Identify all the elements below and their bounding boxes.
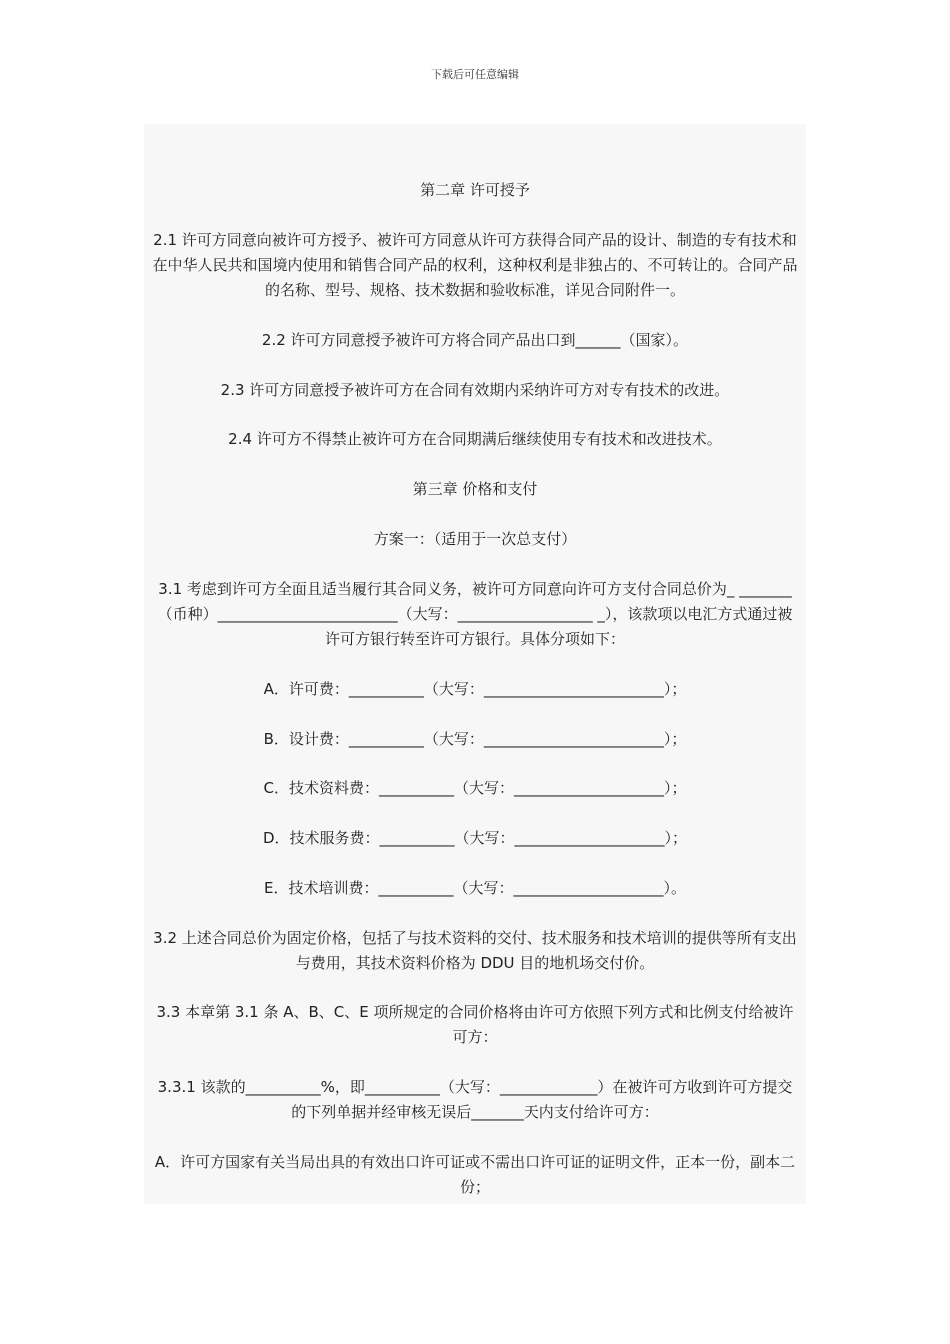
document-item-a: A．许可方国家有关当局出具的有效出口许可证或不需出口许可证的证明文件，正本一份，副本二份； [154,1153,796,1196]
page-header: 下载后可任意编辑 [431,68,519,81]
chapter-3-title: 第三章 价格和支付 [412,480,538,498]
fee-item-c: C．技术资料费：__________（大写：____________________）； [263,779,687,797]
fee-item-e: E．技术培训费：__________（大写：____________________）。 [264,879,686,897]
fee-item-b: B．设计费：__________（大写：________________________）； [263,730,687,748]
fee-item-d: D．技术服务费：__________（大写：____________________）； [262,829,688,847]
clause-2-2: 2.2 许可方同意授予被许可方将合同产品出口到______（国家）。 [261,331,689,349]
plan-one-heading: 方案一：（适用于一次总支付） [373,530,577,548]
clause-3-2: 3.2 上述合同总价为固定价格，包括了与技术资料的交付、技术服务和技术培训的提供等所有支出与费用，其技术资料价格为 DDU 目的地机场交付价。 [153,929,797,972]
fee-item-a: A．许可费：__________（大写：________________________）； [263,680,687,698]
clause-3-1: 3.1 考虑到许可方全面且适当履行其合同义务，被许可方同意向许可方支付合同总价为_ _______（币种）________________________（大写：__________________ _），该款项以电汇方式通过被许可方银行转至许可方银行。具体分项如下： [157,580,793,648]
clause-3-3-1: 3.3.1 该款的__________%，即__________（大写：_____________）在被许可方收到许可方提交的下列单据并经审核无误后_______天内支付给许可方： [157,1078,793,1121]
clause-2-1: 2.1 许可方同意向被许可方授予、被许可方同意从许可方获得合同产品的设计、制造的专有技术和在中华人民共和国境内使用和销售合同产品的权利，这种权利是非独占的、不可转让的。合同产品的名称、型号、规格、技术数据和验收标准，详见合同附件一。 [152,231,798,299]
clause-2-3: 2.3 许可方同意授予被许可方在合同有效期内采纳许可方对专有技术的改进。 [220,381,730,399]
clause-3-3: 3.3 本章第 3.1 条 A、B、C、E 项所规定的合同价格将由许可方依照下列方式和比例支付给被许可方： [156,1003,794,1046]
clause-2-4: 2.4 许可方不得禁止被许可方在合同期满后继续使用专有技术和改进技术。 [228,430,722,448]
chapter-2-title: 第二章 许可授予 [420,181,530,199]
